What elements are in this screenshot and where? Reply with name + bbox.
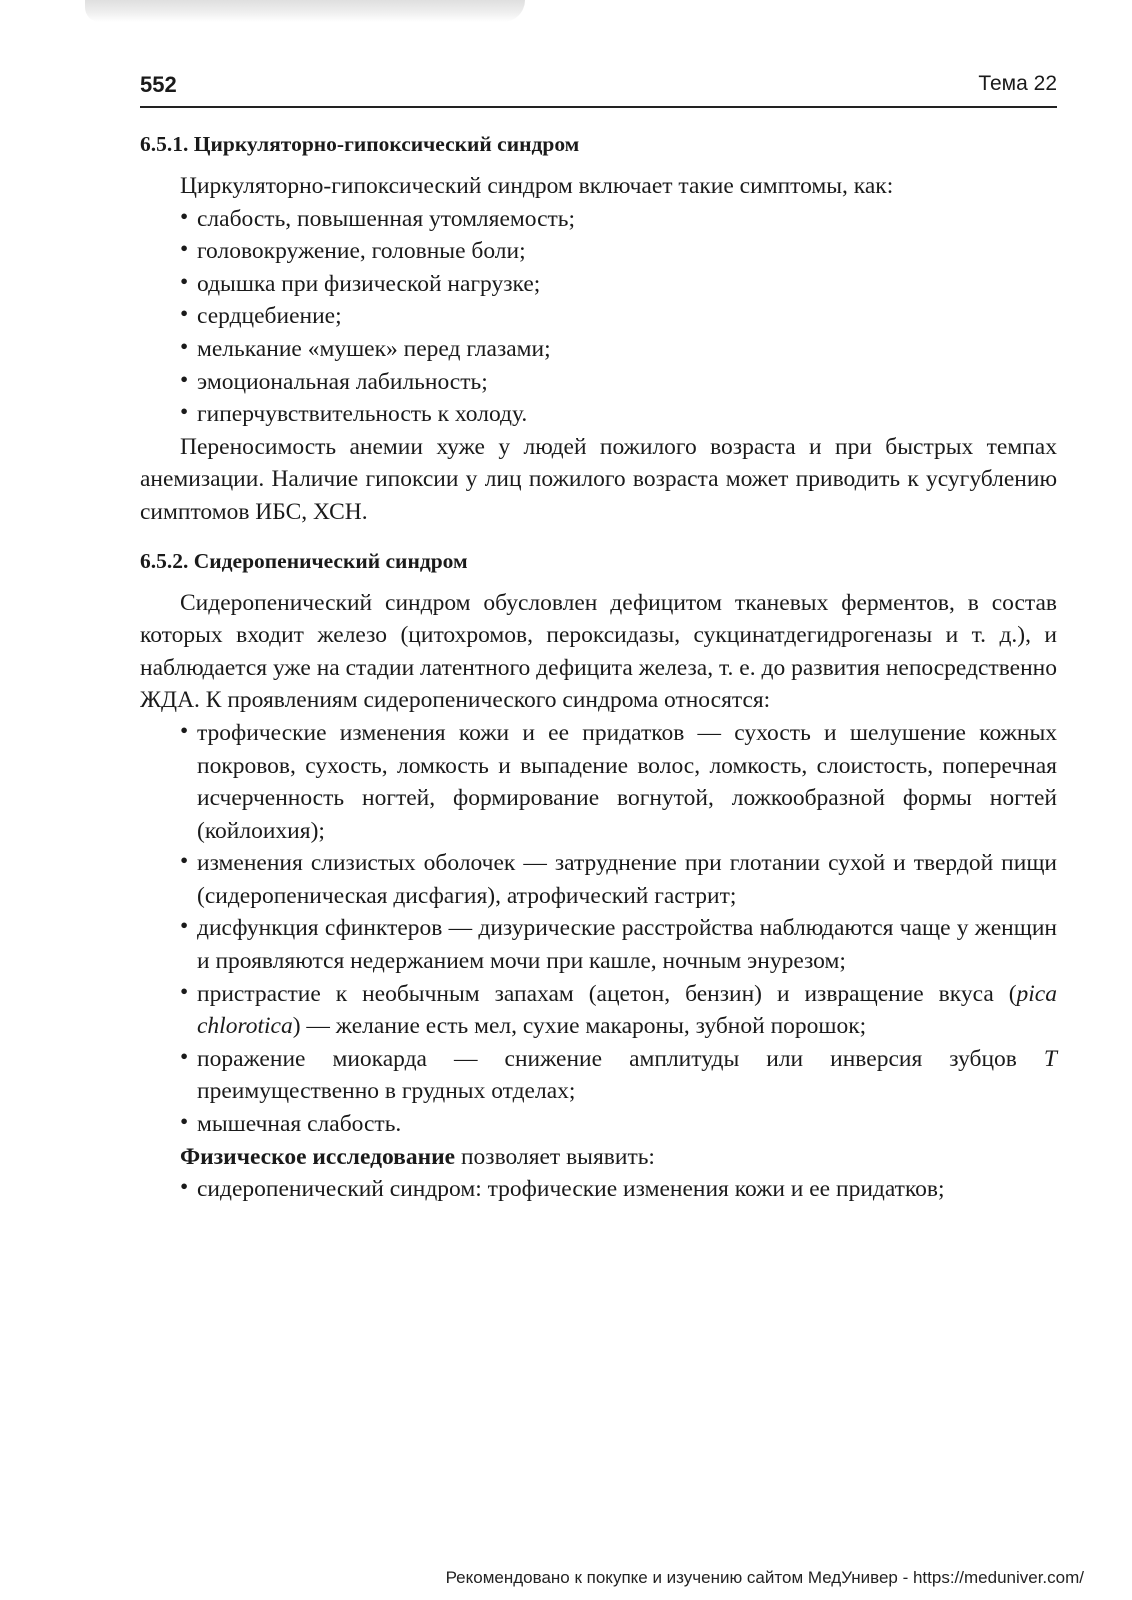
footer-recommendation: Рекомендовано к покупке и изучению сайтом МедУнивер - https://meduniver.com/: [445, 1568, 1084, 1587]
symptom-list: [140, 203, 1057, 431]
list-item: • одышка при физической нагрузке;: [180, 268, 1057, 301]
topic-label: Тема 22: [978, 72, 1057, 95]
paragraph: Переносимость анемии хуже у людей пожилого возраста и при быстрых темпах анемизации. Наличие гипоксии у лиц пожилого возраста может приводить к усугублению симптомов ИБС, ХСН.: [140, 433, 1057, 525]
list-item: • мышечная слабость.: [180, 1108, 1057, 1141]
text-run: преимущественно в грудных отделах;: [197, 1078, 576, 1105]
page-number: 552: [140, 72, 177, 97]
list-item: • изменения слизистых оболочек — затруднение при глотании сухой и твердой пищи (сидеропеническая дисфагия), атрофический гастрит;: [180, 847, 1057, 912]
list-item: • сидеропенический синдром: трофические изменения кожи и ее придатков;: [180, 1173, 1057, 1206]
paragraph: [140, 1141, 1057, 1174]
list-item: • эмоциональная лабильность;: [180, 366, 1057, 399]
list-item: • гиперчувствительность к холоду.: [180, 398, 1057, 431]
section-title: 6.5.1. Циркуляторно-гипоксический синдром: [140, 132, 580, 156]
text-run: поражение миокарда — снижение амплитуды или инверсия зубцов: [197, 1045, 1044, 1072]
manifestation-list: [140, 717, 1057, 1141]
section-title: 6.5.2. Сидеропенический синдром: [140, 548, 468, 573]
ecg-wave-symbol: T: [1043, 1045, 1057, 1072]
text-run: позволяет выявить:: [455, 1143, 655, 1170]
paragraph: Сидеропенический синдром обусловлен дефицитом тканевых ферментов, в состав которых входит железо (цитохромов, пероксидазы, сукцинатдегидрогеназы и т. д.), и наблюдается уже на стадии латентного дефицита железа, т. е. до развития непосредственно ЖДА. К проявлениям сидеропенического синдрома относятся:: [140, 589, 1057, 714]
text-run: пристрастие к необычным запахам (ацетон, бензин) и извращение вкуса (: [197, 980, 1017, 1007]
list-item: • сердцебиение;: [180, 300, 1057, 333]
running-header: [140, 72, 1057, 108]
bold-term: Физическое исследование: [180, 1143, 456, 1170]
list-item: • головокружение, головные боли;: [180, 235, 1057, 268]
list-item: • трофические изменения кожи и ее придатков — сухость и шелушение кожных покровов, сухость, ломкость и выпадение волос, ломкость, слоистость, поперечная исчерченность ногтей, формирование вогнутой, ложкообразной формы ногтей (койлоихия);: [180, 717, 1057, 847]
scan-shadow: [85, 0, 525, 22]
list-item: [180, 978, 1057, 1043]
list-item: [180, 1043, 1057, 1108]
list-item: • слабость, повышенная утомляемость;: [180, 203, 1057, 236]
text-run: ) — желание есть мел, сухие макароны, зубной порошок;: [292, 1013, 867, 1040]
exam-list: [140, 1173, 1057, 1206]
latin-term: pica chlorotica: [197, 980, 1057, 1040]
list-item: • дисфункция сфинктеров — дизурические расстройства наблюдаются чаще у женщин и проявляются недержанием мочи при кашле, ночным энурезом;: [180, 912, 1057, 977]
page-body: [140, 128, 1057, 1206]
list-item: • мелькание «мушек» перед глазами;: [180, 333, 1057, 366]
paragraph: Циркуляторно-гипоксический синдром включает такие симптомы, как:: [180, 173, 894, 199]
